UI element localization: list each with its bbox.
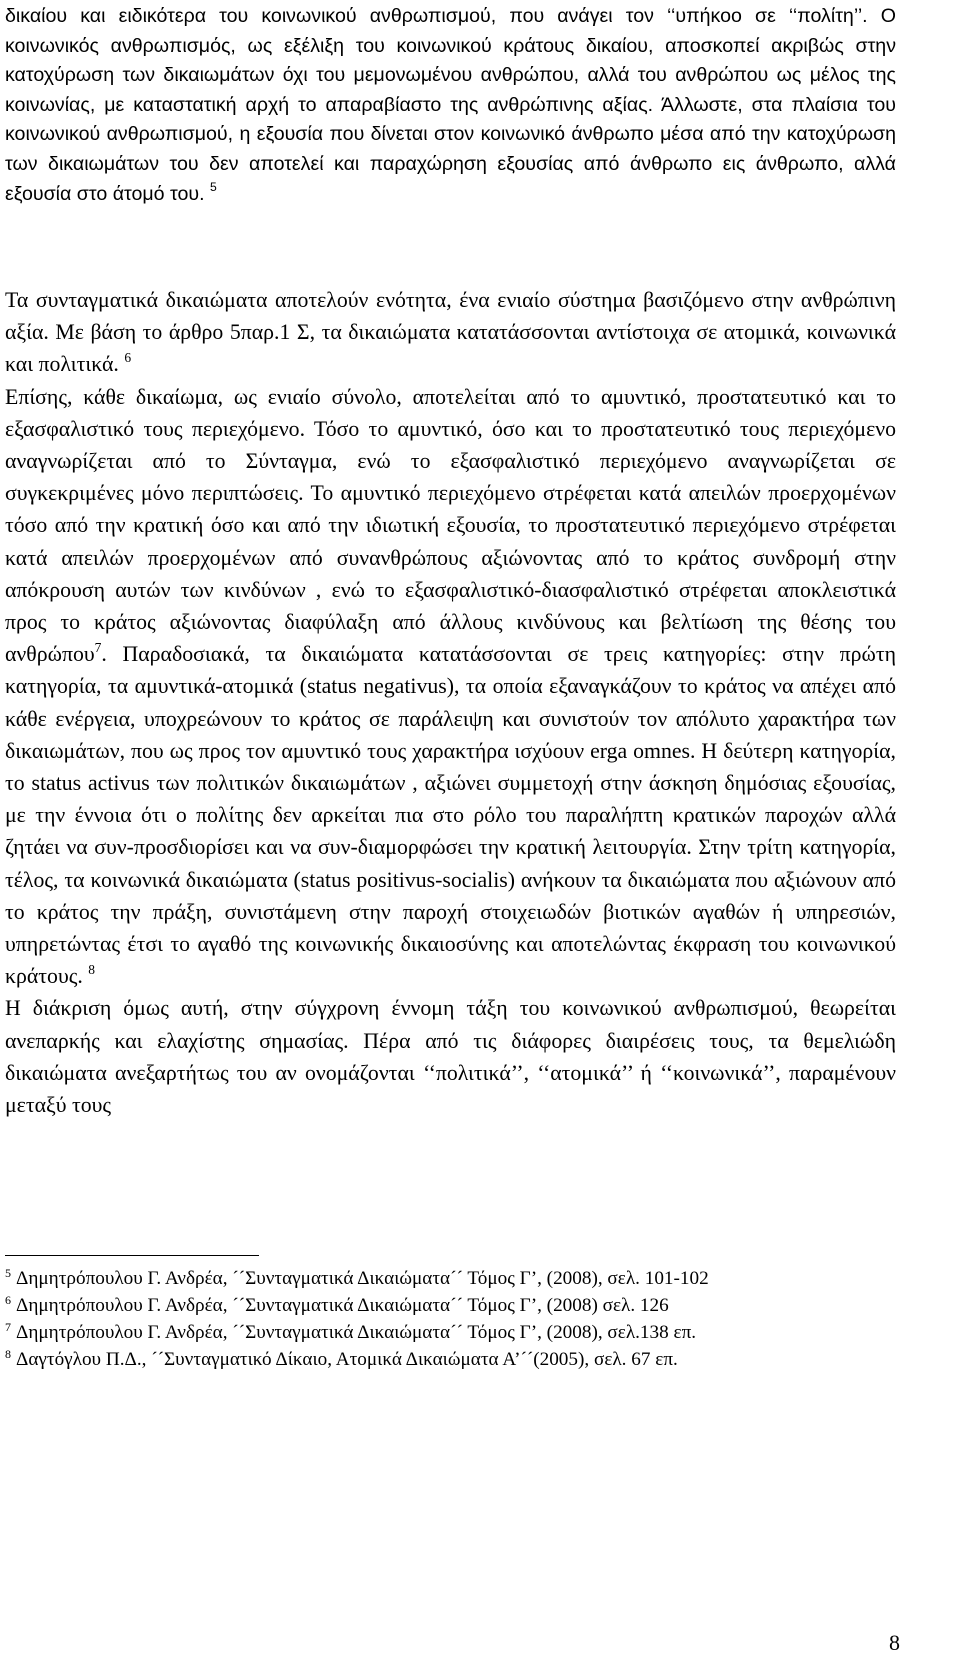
footnote-ref-6: 6: [124, 349, 132, 365]
paragraph-3-continuation: . Παραδοσιακά, τα δικαιώματα κατατάσσονται σε τρεις κατηγορίες: στην πρώτη κατηγορία, τα αμυντικά-ατομικά (status negativus), τα οποία εξαναγκάζουν το κράτος να απέχει από κάθε ενέργεια, υποχρεώνουν το κράτος σε παράλειψη και συνιστούν τον απόλυτο χαρακτήρα των δικαιωμάτων, που ως προς τον αμυντικό τους χαρακτήρα ισχύουν erga omnes. Η δεύτερη κατηγορία, το status activus των πολιτικών δικαιωμάτων , αξιώνει συμμετοχή στην άσκηση δημόσιας εξουσίας, με την έννοια ότι ο πολίτης δεν αρκείται πια στο ρόλο του παραλήπτη κρατικών παροχών αλλά ζητάει να συν-προσδιορίσει και να συν-διαμορφώσει την κρατική λειτουργία. Στην τρίτη κατηγορία, τέλος, τα κοινωνικά δικαιώματα (status positivus-socialis) ανήκουν τα δικαιώματα που αξιώνουν από το κράτος την πράξη, συνιστάμενη στην παροχή στοιχειωδών βιοτικών αγαθών ή υπηρεσιών, υπηρετώντας έτσι το αγαθό της κοινωνικής δικαιοσύνης και αποτελώντας έκφραση του κοινωνικού κράτους.: [5, 642, 896, 989]
footnote-number: 8: [5, 1347, 11, 1361]
footnote-8: [5, 1347, 896, 1374]
footnote-text: Δαγτόγλου Π.Δ., ´´Συνταγματικό Δίκαιο, Ατομικά Δικαιώματα Α’´´(2005), σελ. 67 επ.: [16, 1349, 678, 1370]
body-block-1: [5, 2, 896, 209]
footnote-number: 7: [5, 1320, 11, 1334]
footnote-ref-8: 8: [88, 961, 96, 977]
footnote-text: Δημητρόπουλου Γ. Ανδρέα, ´´Συνταγματικά Δικαιώματα´´ Τόμος Γ’, (2008), σελ. 101-102: [16, 1268, 709, 1289]
paragraph-1-text: δικαίου και ειδικότερα του κοινωνικού ανθρωπισμού, που ανάγει τον ‘‘υπήκοο σε ‘‘πολίτη’’. Ο κοινωνικός ανθρωπισμός, ως εξέλιξη του κοινωνικού κράτους δικαίου, αποσκοπεί ακριβώς στην κατοχύρωση των δικαιωμάτων όχι του μεμονωμένου ανθρώπου, αλλά του ανθρώπου ως μέλος της κοινωνίας, με καταστατική αρχή το απαραβίαστο της ανθρώπινης αξίας. Άλλωστε, στα πλαίσια του κοινωνικού ανθρωπισμού, η εξουσία που δίνεται στον κοινωνικό άνθρωπο μέσα από την κατοχύρωση των δικαιωμάτων του δεν αποτελεί και παραχώρηση εξουσίας από άνθρωπο εις άνθρωπο, αλλά εξουσία στο άτομό του.: [5, 5, 896, 205]
paragraph-3: [5, 381, 896, 993]
footnote-number: 5: [5, 1266, 11, 1280]
footnote-6: [5, 1293, 896, 1320]
page-number: 8: [889, 1630, 900, 1655]
paragraph-4-text: Η διάκριση όμως αυτή, στην σύγχρονη έννομη τάξη του κοινωνικού ανθρωπισμού, θεωρείται ανεπαρκής και ελαχίστης σημασίας. Πέρα από τις διάφορες διαιρέσεις τους, τα θεμελιώδη δικαιώματα ανεξαρτήτως του αν ονομάζονται ‘‘πολιτικά’’, ‘‘ατομικά’’ ή ‘‘κοινωνικά’’, παραμένουν μεταξύ τους: [5, 996, 896, 1118]
footnote-ref-7: 7: [94, 639, 102, 655]
footnote-text: Δημητρόπουλου Γ. Ανδρέα, ´´Συνταγματικά Δικαιώματα´´ Τόμος Γ’, (2008) σελ. 126: [16, 1295, 669, 1316]
paragraph-2: [5, 284, 896, 381]
footnote-5: [5, 1266, 896, 1293]
footnotes: [5, 1266, 896, 1374]
paragraph-1: [5, 2, 896, 209]
body-block-2: [5, 284, 896, 1121]
paragraph-3-text: Επίσης, κάθε δικαίωμα, ως ενιαίο σύνολο, αποτελείται από το αμυντικό, προστατευτικό και το εξασφαλιστικό τους περιεχόμενο. Τόσο το αμυντικό, όσο και το προστατευτικό τους περιεχόμενο αναγνωρίζεται από το Σύνταγμα, ενώ το εξασφαλιστικό περιεχόμενο αναγνωρίζεται σε συγκεκριμένες μόνο περιπτώσεις. Το αμυντικό περιεχόμενο στρέφεται κατά απειλών προερχομένων τόσο από την κρατική όσο και από την ιδιωτική εξουσία, το προστατευτικό περιεχόμενο στρέφεται κατά απειλών προερχομένων από συνανθρώπους αξιώνοντας από το κράτος συνδρομή στην απόκρουση αυτών των κινδύνων , ενώ το εξασφαλιστικό-διασφαλιστικό στρέφεται αποκλειστικά προς το κράτος αξιώνοντας διαφύλαξη από άλλους κινδύνους και βελτίωση της θέσης του ανθρώπου: [5, 384, 896, 667]
footnote-separator: [5, 1255, 259, 1256]
footnote-text: Δημητρόπουλου Γ. Ανδρέα, ´´Συνταγματικά Δικαιώματα´´ Τόμος Γ’, (2008), σελ.138 επ.: [16, 1322, 697, 1343]
footnote-7: [5, 1320, 896, 1347]
footnote-ref-5: 5: [210, 179, 217, 194]
paragraph-2-text: Τα συνταγματικά δικαιώματα αποτελούν ενότητα, ένα ενιαίο σύστημα βασιζόμενο στην ανθρώπινη αξία. Με βάση το άρθρο 5παρ.1 Σ, τα δικαιώματα κατατάσσονται αντίστοιχα σε ατομικά, κοινωνικά και πολιτικά.: [5, 288, 896, 377]
footnote-number: 6: [5, 1293, 11, 1307]
paragraph-4: [5, 992, 896, 1121]
